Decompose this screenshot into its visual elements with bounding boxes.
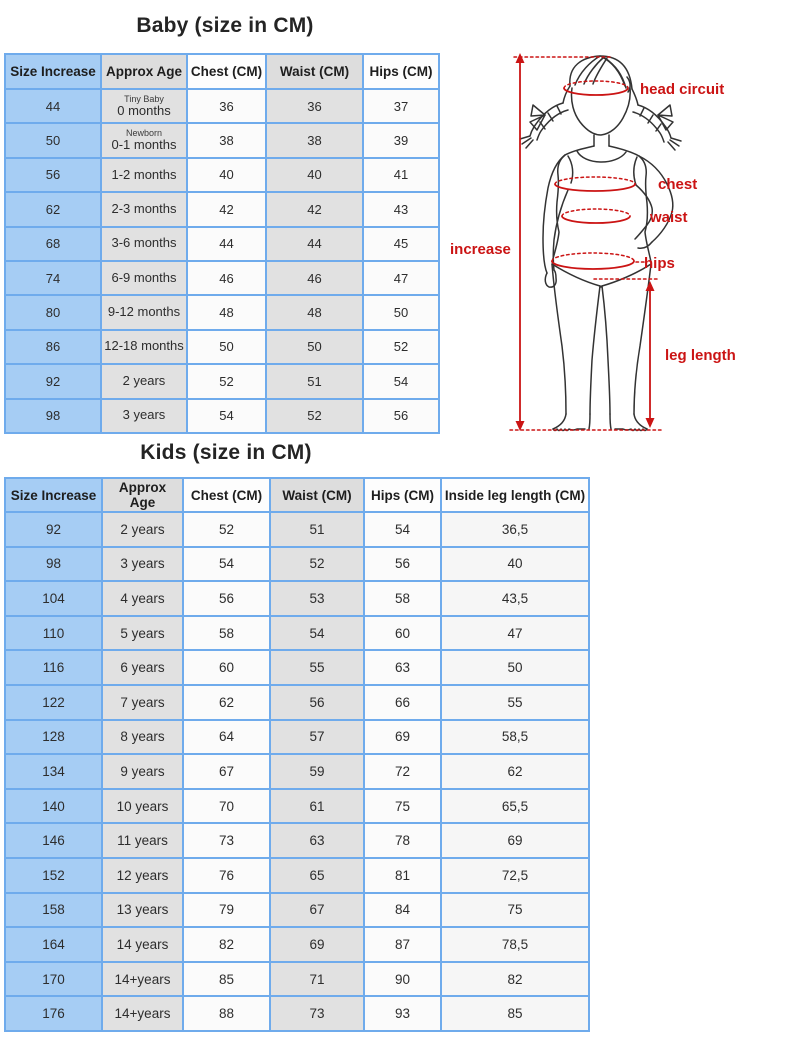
kids-cell-hips: 60 bbox=[364, 616, 441, 651]
baby-cell-chest: 54 bbox=[187, 399, 266, 433]
baby-age-text: 1-2 months bbox=[111, 166, 177, 182]
baby-cell-size: 62 bbox=[5, 192, 101, 226]
kids-header-approx-age: Approx Age bbox=[102, 478, 183, 512]
kids-header-size-increase: Size Increase bbox=[5, 478, 102, 512]
baby-cell-chest: 46 bbox=[187, 261, 266, 295]
kids-table-row bbox=[5, 685, 589, 720]
kids-size-table bbox=[4, 477, 590, 1032]
baby-age-text: 6-9 months bbox=[111, 269, 177, 285]
kids-header-chest: Chest (CM) bbox=[183, 478, 270, 512]
kids-cell-hips: 78 bbox=[364, 823, 441, 858]
kids-cell-size: 104 bbox=[5, 581, 102, 616]
baby-cell-size: 68 bbox=[5, 227, 101, 261]
kids-cell-hips: 81 bbox=[364, 858, 441, 893]
kids-cell-chest: 82 bbox=[183, 927, 270, 962]
kids-cell-size: 152 bbox=[5, 858, 102, 893]
kids-cell-waist: 67 bbox=[270, 893, 364, 928]
kids-cell-size: 176 bbox=[5, 996, 102, 1031]
kids-cell-waist: 71 bbox=[270, 962, 364, 997]
kids-header-row bbox=[5, 478, 589, 512]
kids-cell-hips: 93 bbox=[364, 996, 441, 1031]
kids-cell-hips: 75 bbox=[364, 789, 441, 824]
kids-cell-age: 9 years bbox=[102, 754, 183, 789]
baby-cell-chest: 50 bbox=[187, 330, 266, 364]
baby-table-row bbox=[5, 89, 439, 123]
baby-cell-chest: 40 bbox=[187, 158, 266, 192]
baby-table-row bbox=[5, 295, 439, 329]
kids-table-title: Kids (size in CM) bbox=[140, 441, 312, 464]
kids-cell-age: 14 years bbox=[102, 927, 183, 962]
kids-cell-inside-leg: 36,5 bbox=[441, 512, 589, 547]
kids-cell-hips: 56 bbox=[364, 547, 441, 582]
measurement-figure bbox=[444, 42, 794, 440]
chest-ellipse bbox=[555, 177, 635, 184]
baby-cell-age bbox=[101, 89, 187, 123]
baby-header-size-increase: Size Increase bbox=[5, 54, 101, 89]
kids-table-row bbox=[5, 927, 589, 962]
baby-cell-size: 44 bbox=[5, 89, 101, 123]
kids-cell-inside-leg: 50 bbox=[441, 650, 589, 685]
kids-cell-inside-leg: 72,5 bbox=[441, 858, 589, 893]
baby-size-table bbox=[4, 53, 440, 434]
baby-cell-chest: 36 bbox=[187, 89, 266, 123]
head-circuit-ellipse bbox=[564, 81, 628, 88]
baby-cell-waist: 50 bbox=[266, 330, 363, 364]
baby-cell-age bbox=[101, 295, 187, 329]
kids-cell-hips: 90 bbox=[364, 962, 441, 997]
kids-table-row bbox=[5, 720, 589, 755]
baby-cell-hips: 43 bbox=[363, 192, 439, 226]
kids-cell-age: 8 years bbox=[102, 720, 183, 755]
kids-table-row bbox=[5, 650, 589, 685]
kids-cell-age: 6 years bbox=[102, 650, 183, 685]
increase-label: increase bbox=[450, 241, 511, 258]
kids-cell-waist: 63 bbox=[270, 823, 364, 858]
baby-age-text: 12-18 months bbox=[104, 338, 184, 354]
baby-cell-waist: 36 bbox=[266, 89, 363, 123]
kids-table-row bbox=[5, 581, 589, 616]
kids-cell-size: 122 bbox=[5, 685, 102, 720]
kids-cell-inside-leg: 62 bbox=[441, 754, 589, 789]
kids-cell-size: 140 bbox=[5, 789, 102, 824]
baby-cell-size: 50 bbox=[5, 123, 101, 157]
kids-cell-chest: 67 bbox=[183, 754, 270, 789]
baby-table-row bbox=[5, 192, 439, 226]
baby-cell-age bbox=[101, 158, 187, 192]
kids-cell-age: 14+years bbox=[102, 996, 183, 1031]
kids-table-row bbox=[5, 996, 589, 1031]
baby-cell-waist: 52 bbox=[266, 399, 363, 433]
baby-header-waist: Waist (CM) bbox=[266, 54, 363, 89]
kids-cell-hips: 54 bbox=[364, 512, 441, 547]
baby-table-row bbox=[5, 158, 439, 192]
baby-cell-waist: 51 bbox=[266, 364, 363, 398]
waist-label: waist bbox=[650, 209, 688, 226]
baby-cell-age bbox=[101, 123, 187, 157]
kids-cell-hips: 69 bbox=[364, 720, 441, 755]
kids-cell-chest: 56 bbox=[183, 581, 270, 616]
baby-cell-size: 92 bbox=[5, 364, 101, 398]
kids-table-row bbox=[5, 893, 589, 928]
kids-cell-age: 2 years bbox=[102, 512, 183, 547]
baby-cell-age bbox=[101, 399, 187, 433]
baby-table-body bbox=[5, 89, 439, 433]
baby-age-text: 0 months bbox=[117, 102, 171, 118]
kids-cell-waist: 73 bbox=[270, 996, 364, 1031]
baby-cell-waist: 42 bbox=[266, 192, 363, 226]
baby-age-text: 0-1 months bbox=[111, 137, 177, 153]
kids-cell-age: 14+years bbox=[102, 962, 183, 997]
kids-cell-waist: 51 bbox=[270, 512, 364, 547]
kids-cell-size: 146 bbox=[5, 823, 102, 858]
kids-cell-age: 5 years bbox=[102, 616, 183, 651]
baby-header-approx-age: Approx Age bbox=[101, 54, 187, 89]
kids-cell-inside-leg: 78,5 bbox=[441, 927, 589, 962]
kids-cell-hips: 87 bbox=[364, 927, 441, 962]
baby-age-text: 9-12 months bbox=[107, 304, 181, 320]
baby-cell-size: 80 bbox=[5, 295, 101, 329]
kids-cell-waist: 65 bbox=[270, 858, 364, 893]
hips-label: hips bbox=[644, 255, 675, 272]
kids-table-row bbox=[5, 547, 589, 582]
kids-cell-size: 164 bbox=[5, 927, 102, 962]
kids-table-row bbox=[5, 512, 589, 547]
baby-table-row bbox=[5, 261, 439, 295]
baby-cell-hips: 47 bbox=[363, 261, 439, 295]
baby-age-text: 2 years bbox=[122, 372, 166, 388]
kids-cell-size: 110 bbox=[5, 616, 102, 651]
kids-cell-size: 134 bbox=[5, 754, 102, 789]
kids-cell-size: 116 bbox=[5, 650, 102, 685]
baby-header-hips: Hips (CM) bbox=[363, 54, 439, 89]
baby-header-row bbox=[5, 54, 439, 89]
baby-age-text: 3 years bbox=[122, 407, 166, 423]
kids-cell-waist: 54 bbox=[270, 616, 364, 651]
baby-cell-chest: 52 bbox=[187, 364, 266, 398]
baby-table-row bbox=[5, 123, 439, 157]
baby-cell-hips: 45 bbox=[363, 227, 439, 261]
baby-cell-waist: 40 bbox=[266, 158, 363, 192]
baby-header-chest: Chest (CM) bbox=[187, 54, 266, 89]
kids-cell-inside-leg: 58,5 bbox=[441, 720, 589, 755]
kids-cell-inside-leg: 65,5 bbox=[441, 789, 589, 824]
kids-cell-inside-leg: 82 bbox=[441, 962, 589, 997]
kids-table-row bbox=[5, 962, 589, 997]
kids-cell-hips: 84 bbox=[364, 893, 441, 928]
kids-cell-hips: 72 bbox=[364, 754, 441, 789]
head-circuit-label: head circuit bbox=[640, 81, 725, 98]
baby-age-note: Newborn bbox=[125, 127, 163, 138]
kids-cell-chest: 79 bbox=[183, 893, 270, 928]
kids-cell-waist: 52 bbox=[270, 547, 364, 582]
baby-table-row bbox=[5, 227, 439, 261]
waist-ellipse bbox=[562, 209, 630, 216]
baby-cell-size: 86 bbox=[5, 330, 101, 364]
kids-cell-chest: 52 bbox=[183, 512, 270, 547]
baby-table-row bbox=[5, 330, 439, 364]
kids-header-hips: Hips (CM) bbox=[364, 478, 441, 512]
kids-cell-size: 92 bbox=[5, 512, 102, 547]
baby-cell-age bbox=[101, 227, 187, 261]
kids-cell-size: 158 bbox=[5, 893, 102, 928]
baby-cell-age bbox=[101, 364, 187, 398]
baby-cell-chest: 42 bbox=[187, 192, 266, 226]
baby-table-row bbox=[5, 399, 439, 433]
baby-cell-size: 74 bbox=[5, 261, 101, 295]
kids-cell-waist: 61 bbox=[270, 789, 364, 824]
kids-cell-waist: 53 bbox=[270, 581, 364, 616]
kids-cell-waist: 69 bbox=[270, 927, 364, 962]
baby-cell-hips: 56 bbox=[363, 399, 439, 433]
baby-cell-chest: 48 bbox=[187, 295, 266, 329]
kids-cell-waist: 59 bbox=[270, 754, 364, 789]
baby-cell-hips: 41 bbox=[363, 158, 439, 192]
baby-cell-waist: 38 bbox=[266, 123, 363, 157]
kids-cell-inside-leg: 40 bbox=[441, 547, 589, 582]
kids-cell-hips: 66 bbox=[364, 685, 441, 720]
kids-cell-chest: 85 bbox=[183, 962, 270, 997]
kids-cell-inside-leg: 43,5 bbox=[441, 581, 589, 616]
kids-table-body bbox=[5, 512, 589, 1031]
kids-table-row bbox=[5, 789, 589, 824]
kids-cell-age: 4 years bbox=[102, 581, 183, 616]
kids-cell-chest: 73 bbox=[183, 823, 270, 858]
kids-cell-size: 170 bbox=[5, 962, 102, 997]
baby-age-text: 3-6 months bbox=[111, 235, 177, 251]
baby-age-text: 2-3 months bbox=[111, 200, 177, 216]
baby-cell-waist: 44 bbox=[266, 227, 363, 261]
girl-sketch bbox=[520, 56, 681, 431]
kids-cell-hips: 58 bbox=[364, 581, 441, 616]
kids-header-waist: Waist (CM) bbox=[270, 478, 364, 512]
kids-header-inside-leg: Inside leg length (CM) bbox=[441, 478, 589, 512]
kids-cell-chest: 88 bbox=[183, 996, 270, 1031]
baby-cell-hips: 54 bbox=[363, 364, 439, 398]
baby-cell-hips: 52 bbox=[363, 330, 439, 364]
chest-label: chest bbox=[658, 176, 698, 193]
kids-cell-age: 12 years bbox=[102, 858, 183, 893]
kids-cell-age: 7 years bbox=[102, 685, 183, 720]
kids-cell-chest: 60 bbox=[183, 650, 270, 685]
hips-ellipse bbox=[552, 253, 634, 261]
baby-age-note: Tiny Baby bbox=[124, 93, 164, 104]
measurement-annotations bbox=[510, 53, 664, 431]
kids-cell-age: 3 years bbox=[102, 547, 183, 582]
baby-cell-waist: 46 bbox=[266, 261, 363, 295]
kids-cell-waist: 55 bbox=[270, 650, 364, 685]
baby-cell-chest: 44 bbox=[187, 227, 266, 261]
kids-cell-chest: 58 bbox=[183, 616, 270, 651]
baby-cell-hips: 37 bbox=[363, 89, 439, 123]
baby-cell-size: 98 bbox=[5, 399, 101, 433]
kids-cell-chest: 70 bbox=[183, 789, 270, 824]
baby-cell-chest: 38 bbox=[187, 123, 266, 157]
kids-table-row bbox=[5, 616, 589, 651]
baby-cell-age bbox=[101, 330, 187, 364]
kids-cell-chest: 54 bbox=[183, 547, 270, 582]
baby-cell-hips: 39 bbox=[363, 123, 439, 157]
baby-cell-waist: 48 bbox=[266, 295, 363, 329]
kids-table-row bbox=[5, 754, 589, 789]
kids-cell-chest: 64 bbox=[183, 720, 270, 755]
leg-length-label: leg length bbox=[665, 347, 736, 364]
kids-cell-chest: 62 bbox=[183, 685, 270, 720]
kids-cell-size: 98 bbox=[5, 547, 102, 582]
kids-cell-inside-leg: 69 bbox=[441, 823, 589, 858]
kids-cell-waist: 57 bbox=[270, 720, 364, 755]
kids-table-row bbox=[5, 823, 589, 858]
kids-cell-inside-leg: 47 bbox=[441, 616, 589, 651]
kids-cell-age: 13 years bbox=[102, 893, 183, 928]
kids-cell-chest: 76 bbox=[183, 858, 270, 893]
baby-table-row bbox=[5, 364, 439, 398]
baby-table-title: Baby (size in CM) bbox=[136, 14, 314, 37]
kids-table-row bbox=[5, 858, 589, 893]
kids-cell-age: 11 years bbox=[102, 823, 183, 858]
baby-cell-size: 56 bbox=[5, 158, 101, 192]
baby-cell-age bbox=[101, 192, 187, 226]
baby-cell-age bbox=[101, 261, 187, 295]
kids-cell-size: 128 bbox=[5, 720, 102, 755]
kids-cell-inside-leg: 75 bbox=[441, 893, 589, 928]
baby-cell-hips: 50 bbox=[363, 295, 439, 329]
kids-cell-inside-leg: 85 bbox=[441, 996, 589, 1031]
kids-cell-hips: 63 bbox=[364, 650, 441, 685]
kids-cell-inside-leg: 55 bbox=[441, 685, 589, 720]
kids-cell-age: 10 years bbox=[102, 789, 183, 824]
kids-cell-waist: 56 bbox=[270, 685, 364, 720]
